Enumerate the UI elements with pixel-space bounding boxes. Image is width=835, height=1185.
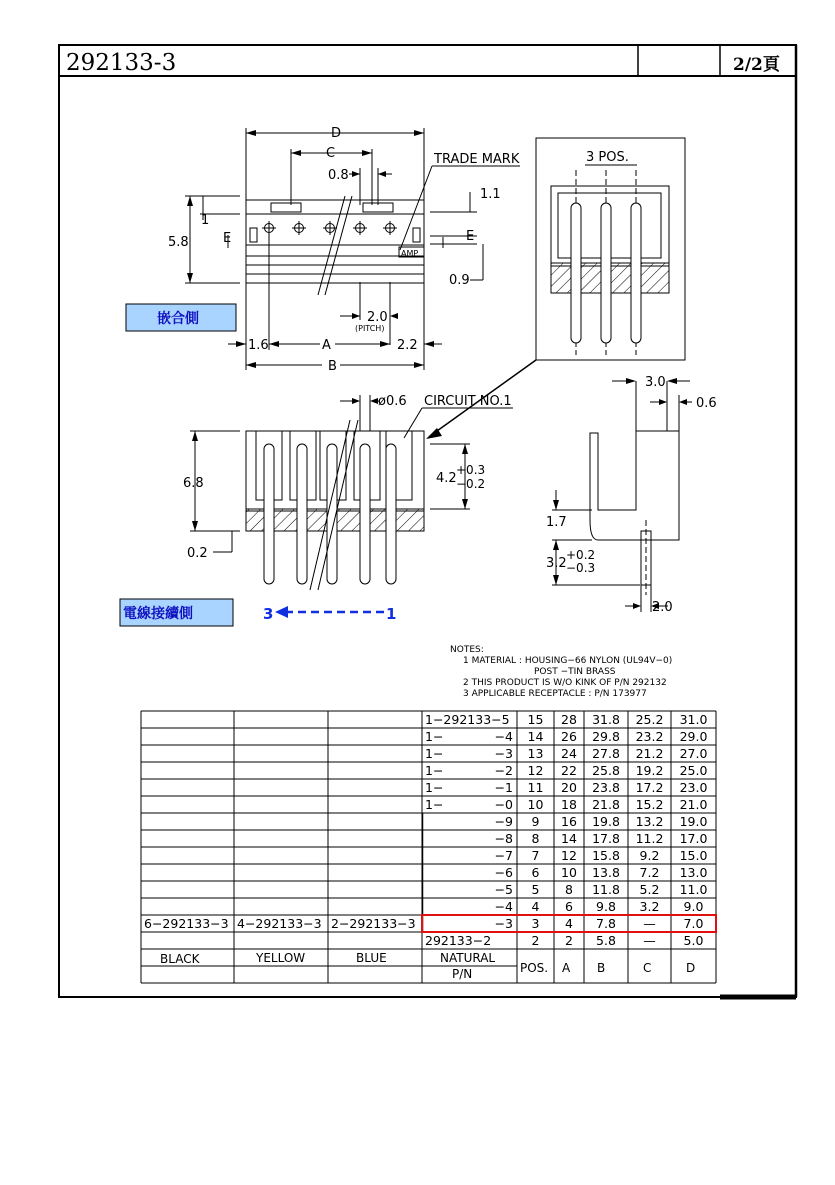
dim-11: 1.1 — [480, 187, 501, 202]
note-3: 3 APPLICABLE RECEPTACLE : P/N 173977 — [463, 689, 647, 699]
footer-blue: BLUE — [356, 951, 387, 965]
cell-c: 25.2 — [635, 712, 664, 727]
cell-c: 23.2 — [635, 729, 664, 744]
cell-pos: 2 — [531, 933, 540, 948]
cell-natural-suffix: −9 — [494, 814, 513, 829]
footer-black: BLACK — [160, 952, 200, 966]
cell-b: 27.8 — [592, 746, 620, 761]
cell-b: 31.8 — [592, 712, 620, 727]
front-view — [190, 395, 513, 590]
cell-c: 5.2 — [639, 882, 660, 897]
circuit-direction-arrow — [263, 605, 396, 623]
footer-pos: POS. — [520, 961, 549, 975]
cell-pos: 5 — [531, 882, 540, 897]
footer-pn: P/N — [452, 967, 473, 981]
cell-natural-suffix: −5 — [494, 882, 513, 897]
cell-natural-prefix: 1− — [425, 729, 444, 744]
dim-68: 6.8 — [183, 476, 204, 491]
footer-yellow: YELLOW — [256, 951, 306, 965]
cell-d: 15.0 — [679, 848, 708, 863]
cell-d: 5.0 — [683, 933, 704, 948]
cell-d: 21.0 — [679, 797, 708, 812]
cell-pos: 14 — [527, 729, 544, 744]
cell-d: 9.0 — [683, 899, 704, 914]
cell-a: 6 — [565, 899, 573, 914]
cell-d: 11.0 — [679, 882, 708, 897]
cell-b: 25.8 — [592, 763, 620, 778]
cell-a: 20 — [561, 780, 577, 795]
cell-c: 21.2 — [635, 746, 664, 761]
cell-a: 8 — [565, 882, 573, 897]
footer-natural: NATURAL — [440, 951, 496, 965]
cell-natural-suffix: −4 — [494, 729, 513, 744]
cell-a: 12 — [561, 848, 577, 863]
cell-c: 3.2 — [639, 899, 660, 914]
cell-pos: 13 — [527, 746, 544, 761]
cell-a: 2 — [565, 933, 573, 948]
page-number: 2/2頁 — [733, 55, 780, 75]
cell-natural-suffix: −4 — [494, 899, 513, 914]
cell-d: 7.0 — [683, 916, 704, 931]
cell-a: 24 — [561, 746, 577, 761]
dim-42-tol-dn: −0.2 — [456, 477, 486, 491]
cell-pos: 6 — [531, 865, 540, 880]
dim-02: 0.2 — [187, 546, 208, 561]
dim-1: 1 — [201, 213, 210, 228]
cell-natural-prefix: 1− — [425, 763, 444, 778]
cell-c: 19.2 — [635, 763, 664, 778]
dim-30: 3.0 — [645, 375, 666, 390]
cell-c: 11.2 — [635, 831, 664, 846]
cell-b: 13.8 — [592, 865, 620, 880]
svg-text:嵌合側: 嵌合側 — [157, 311, 199, 327]
notes — [450, 645, 672, 699]
cell-d: 31.0 — [679, 712, 708, 727]
note-2: 2 THIS PRODUCT IS W/O KINK OF P/N 292132 — [463, 678, 667, 688]
cell-d: 23.0 — [679, 780, 708, 795]
cell-b: 23.8 — [592, 780, 620, 795]
cell-b: 17.8 — [592, 831, 620, 846]
dim-58: 5.8 — [168, 235, 189, 250]
dim-08: 0.8 — [328, 168, 349, 183]
cell-b: 7.8 — [596, 916, 616, 931]
dim-b: B — [328, 359, 337, 374]
dim-06: 0.6 — [696, 396, 717, 411]
dim-16: 1.6 — [248, 338, 269, 353]
cell-black: 6−292133−3 — [144, 916, 229, 931]
cell-natural-prefix: 1−292133−5 — [425, 712, 510, 727]
dim-32: 3.2 — [546, 556, 567, 571]
cell-c: 7.2 — [639, 865, 660, 880]
dim-phi06: ø0.6 — [378, 394, 407, 409]
cell-natural-prefix: 292133−2 — [425, 933, 492, 948]
cell-a: 10 — [561, 865, 577, 880]
cell-d: 13.0 — [679, 865, 708, 880]
note-1a: 1 MATERIAL : HOUSING−66 NYLON (UL94V−0) — [463, 656, 673, 666]
cell-natural-suffix: −7 — [494, 848, 513, 863]
cell-pos: 8 — [531, 831, 540, 846]
dim-09: 0.9 — [449, 273, 470, 288]
cell-c: 13.2 — [635, 814, 664, 829]
side-view — [552, 381, 692, 612]
cell-d: 19.0 — [679, 814, 708, 829]
part-number: 292133-3 — [66, 50, 177, 76]
cell-pos: 4 — [531, 899, 540, 914]
circuit-no: CIRCUIT NO.1 — [424, 394, 512, 409]
cell-b: 5.8 — [596, 933, 616, 948]
cell-natural-suffix: −8 — [494, 831, 513, 846]
top-view-labels — [168, 126, 520, 374]
cell-d: 17.0 — [679, 831, 708, 846]
cell-a: 26 — [561, 729, 577, 744]
cell-a: 4 — [565, 916, 573, 931]
cell-pos: 3 — [531, 916, 540, 931]
cell-c: — — [643, 933, 656, 948]
side-view-labels — [546, 375, 717, 615]
dim-e1: E — [223, 231, 232, 246]
dim-17: 1.7 — [546, 515, 567, 530]
cell-natural-suffix: −2 — [494, 763, 513, 778]
dim-d: D — [331, 126, 342, 141]
cell-natural-prefix: 1− — [425, 780, 444, 795]
cell-b: 21.8 — [592, 797, 620, 812]
cell-b: 19.8 — [592, 814, 620, 829]
dim-e2: E — [466, 229, 475, 244]
svg-text:3: 3 — [263, 605, 274, 623]
cell-b: 29.8 — [592, 729, 620, 744]
dim-42-tol-up: +0.3 — [456, 463, 486, 477]
dim-20: 2.0 — [367, 310, 388, 325]
cell-blue: 2−292133−3 — [331, 916, 416, 931]
cell-d: 25.0 — [679, 763, 708, 778]
dim-20b: 2.0 — [652, 600, 673, 615]
footer-b: B — [597, 961, 606, 975]
cell-c: 15.2 — [635, 797, 664, 812]
three-pos-detail — [536, 138, 685, 360]
cell-pos: 12 — [527, 763, 544, 778]
svg-text:1: 1 — [386, 605, 397, 623]
dim-c: C — [326, 146, 336, 161]
cell-a: 16 — [561, 814, 577, 829]
cell-pos: 15 — [527, 712, 544, 727]
cell-a: 14 — [561, 831, 577, 846]
cell-c: 17.2 — [635, 780, 664, 795]
notes-heading: NOTES: — [450, 645, 484, 655]
cell-pos: 10 — [527, 797, 544, 812]
footer-c: C — [643, 961, 652, 975]
dim-a: A — [322, 338, 331, 353]
dim-42: 4.2 — [436, 471, 457, 486]
cell-a: 18 — [561, 797, 577, 812]
part-number-table — [141, 711, 716, 983]
dim-22: 2.2 — [397, 338, 418, 353]
cell-d: 27.0 — [679, 746, 708, 761]
cell-b: 15.8 — [592, 848, 620, 863]
cell-c: — — [643, 916, 656, 931]
cell-pos: 7 — [531, 848, 540, 863]
cell-d: 29.0 — [679, 729, 708, 744]
amp-mark: AMP — [401, 249, 419, 258]
cell-b: 9.8 — [596, 899, 616, 914]
cell-natural-suffix: −3 — [494, 746, 513, 761]
cell-pos: 11 — [527, 780, 544, 795]
cell-c: 9.2 — [639, 848, 660, 863]
cell-natural-prefix: 1− — [425, 797, 444, 812]
dim-32-tol-up: +0.2 — [566, 548, 596, 562]
svg-text:電線接續側: 電線接續側 — [123, 606, 193, 622]
cell-natural-suffix: −0 — [494, 797, 513, 812]
cell-natural-suffix: −1 — [494, 780, 513, 795]
top-view-arrows — [187, 130, 434, 368]
mating-side-label — [126, 304, 236, 331]
wire-side-label — [120, 599, 233, 626]
cell-a: 22 — [561, 763, 577, 778]
trade-mark: TRADE MARK — [434, 152, 520, 167]
dim-32-tol-dn: −0.3 — [566, 561, 596, 575]
footer-a: A — [562, 961, 571, 975]
footer-d: D — [686, 961, 696, 975]
cell-b: 11.8 — [592, 882, 620, 897]
pitch-label: (PITCH) — [355, 324, 385, 333]
cell-natural-suffix: −6 — [494, 865, 513, 880]
cell-natural-suffix: −3 — [494, 916, 513, 931]
note-1b: POST −TIN BRASS — [534, 667, 616, 677]
three-pos-label: 3 POS. — [586, 150, 629, 165]
cell-yellow: 4−292133−3 — [237, 916, 322, 931]
cell-natural-prefix: 1− — [425, 746, 444, 761]
cell-pos: 9 — [531, 814, 540, 829]
cell-a: 28 — [561, 712, 577, 727]
